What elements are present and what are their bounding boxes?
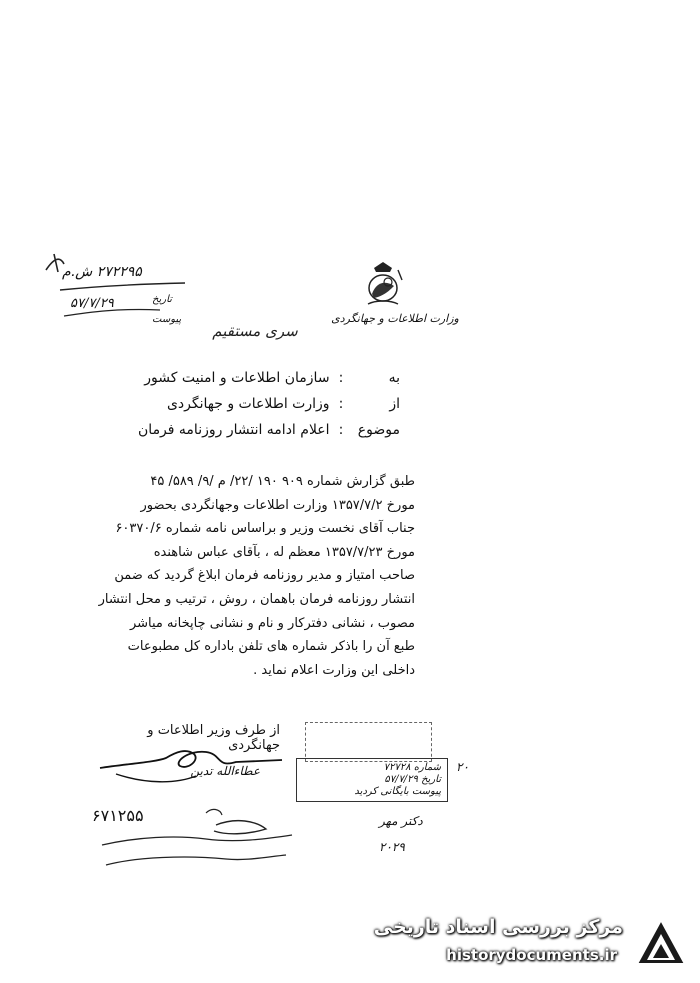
body-line: مورخ ۱۳۵۷/۷/۲۳ معظم له ، بآقای عباس شاهنده	[153, 544, 415, 560]
body-line: جناب آقای نخست وزیر و براساس نامه شماره ۶۰۳۷۰/۶	[115, 521, 415, 537]
stamp-date: تاریخ ۵۷/۷/۲۹	[384, 774, 441, 785]
letter-body	[90, 470, 415, 682]
reference-number: ۶۷۱۲۵۵	[92, 806, 144, 825]
handwritten-reference-block	[40, 250, 190, 330]
bottom-note-line1: دکتر مهر	[379, 814, 423, 828]
body-line: مورخ ۱۳۵۷/۷/۲ وزارت اطلاعات وجهانگردی بحضور	[140, 497, 415, 513]
ministry-name: وزارت اطلاعات و جهانگردی	[331, 312, 459, 325]
header-to-line: به: سازمان اطلاعات و امنیت کشور	[144, 370, 400, 386]
subject-value: اعلام ادامه انتشار روزنامه فرمان	[138, 422, 330, 438]
header-subject-line: موضوع: اعلام ادامه انتشار روزنامه فرمان	[138, 422, 400, 438]
to-label: به	[388, 370, 400, 386]
body-line: انتشار روزنامه فرمان باهمان ، روش ، ترتیب و محل انتشار	[98, 591, 415, 607]
signatory-name: عطاءالله تدین	[190, 764, 260, 778]
signature-on-behalf: از طرف وزیر اطلاعات و جهانگردی	[147, 723, 280, 753]
body-line: مصوب ، نشانی دفترکار و نام و نشانی چاپخانه میاشر	[129, 615, 415, 631]
stamp-number: شماره ۷۲۷۲۸	[383, 762, 441, 773]
faded-stamp	[305, 722, 432, 762]
watermark-title: مرکز بررسی اسناد تاریخی	[373, 916, 623, 938]
stamp-archive: پیوست بایگانی کردید	[354, 786, 441, 797]
registration-stamp	[296, 758, 448, 802]
from-value: وزارت اطلاعات و جهانگردی	[166, 396, 330, 412]
letter-date: ۵۷/۷/۲۹	[70, 296, 114, 311]
bottom-right-note	[375, 810, 435, 866]
attachment-label: پیوست	[152, 314, 182, 325]
header-from-line: از: وزارت اطلاعات و جهانگردی	[166, 396, 400, 412]
watermark	[373, 908, 695, 978]
bottom-handwriting	[96, 805, 296, 875]
body-line: طبع آن را باذکر شماره های تلفن باداره کل مطبوعات	[127, 639, 415, 655]
subject-label: موضوع	[357, 422, 400, 438]
lion-and-sun-emblem-icon	[360, 260, 406, 308]
date-label: تاریخ	[152, 294, 172, 305]
body-line: طبق گزارش شماره ۹۰۹ ۱۹۰ /۲۲/ م /۹/ ۵۸۹/ ۴۵	[150, 474, 415, 489]
body-line: داخلی این وزارت اعلام نماید .	[253, 662, 415, 678]
watermark-url: historydocuments.ir	[446, 946, 617, 964]
from-label: از	[389, 396, 400, 412]
to-value: سازمان اطلاعات و امنیت کشور	[144, 370, 330, 386]
body-line: صاحب امتیاز و مدیر روزنامه فرمان ابلاغ گردید که ضمن	[114, 568, 415, 584]
classification-stamp: سری مستقیم	[212, 322, 298, 340]
letter-number: ۲۷۲۲۹۵ ش.م	[62, 264, 142, 280]
document-center-logo-icon	[631, 914, 691, 972]
margin-reference: ۲۰	[456, 760, 469, 774]
bottom-note-line2: ۲۰۲۹	[379, 840, 405, 854]
